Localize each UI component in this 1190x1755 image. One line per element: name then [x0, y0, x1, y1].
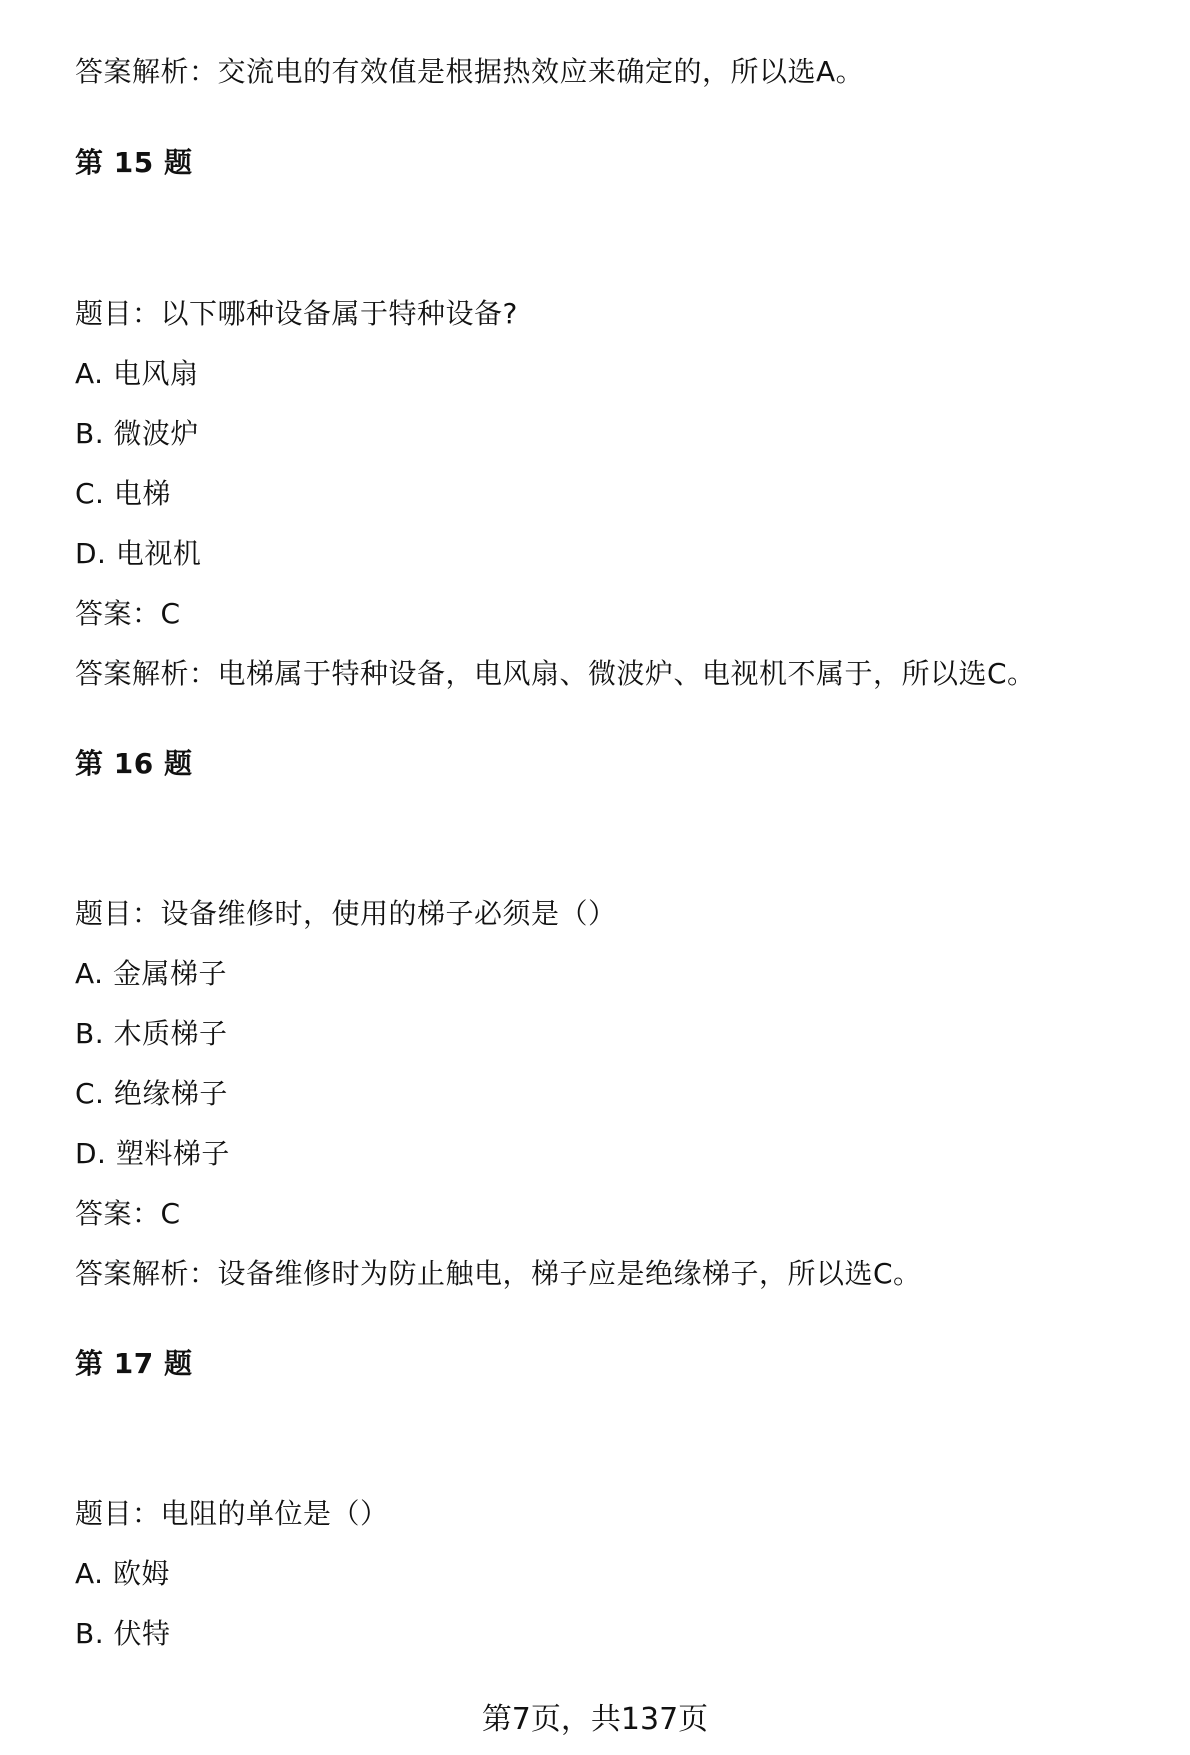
- top-explanation: 答案解析：交流电的有效值是根据热效应来确定的，所以选A。: [75, 55, 865, 88]
- question-16-option-a: A. 金属梯子: [75, 957, 227, 990]
- question-15-text: 题目：以下哪种设备属于特种设备?: [75, 297, 518, 330]
- question-17-heading: 第 17 题: [75, 1347, 193, 1380]
- question-15-option-b: B. 微波炉: [75, 417, 200, 450]
- question-16-heading: 第 16 题: [75, 747, 193, 780]
- question-16-option-b: B. 木质梯子: [75, 1017, 228, 1050]
- question-16-text: 题目：设备维修时，使用的梯子必须是（）: [75, 897, 617, 930]
- question-15-explanation: 答案解析：电梯属于特种设备，电风扇、微波炉、电视机不属于，所以选C。: [75, 657, 1036, 690]
- question-15-option-c: C. 电梯: [75, 477, 171, 510]
- question-15-option-a: A. 电风扇: [75, 357, 199, 390]
- question-16-option-d: D. 塑料梯子: [75, 1137, 230, 1170]
- question-16-option-c: C. 绝缘梯子: [75, 1077, 228, 1110]
- question-17-option-a: A. 欧姆: [75, 1557, 170, 1590]
- question-17-text: 题目：电阻的单位是（）: [75, 1497, 389, 1530]
- question-16-explanation: 答案解析：设备维修时为防止触电，梯子应是绝缘梯子，所以选C。: [75, 1257, 922, 1290]
- question-15-heading: 第 15 题: [75, 146, 193, 179]
- question-16-answer: 答案：C: [75, 1197, 181, 1230]
- question-15-option-d: D. 电视机: [75, 537, 202, 570]
- question-15-answer: 答案：C: [75, 597, 181, 630]
- question-17-option-b: B. 伏特: [75, 1617, 171, 1650]
- page-footer: 第7页，共137页: [481, 1702, 709, 1737]
